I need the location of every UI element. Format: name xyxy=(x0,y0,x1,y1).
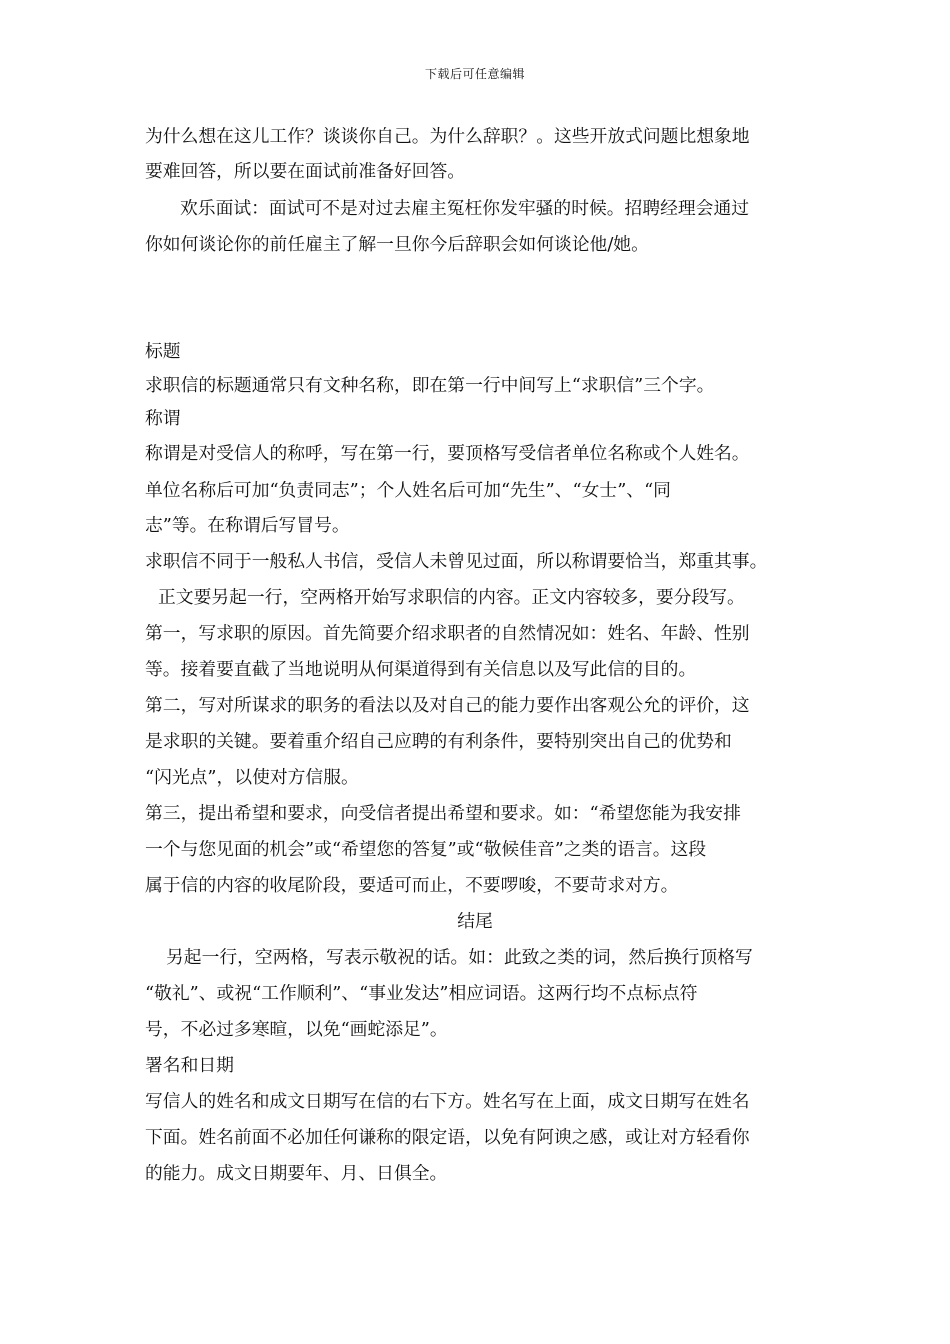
paragraph-line: 志”等。在称谓后写冒号。 xyxy=(145,515,350,536)
paragraph-line: 等。接着要直截了当地说明从何渠道得到有关信息以及写此信的目的。 xyxy=(145,659,697,680)
paragraph-line: 号，不必过多寒暄，以免“画蛇添足”。 xyxy=(145,1019,448,1040)
section-heading-salutation: 称谓 xyxy=(145,408,181,429)
paragraph-line: 另起一行，空两格，写表示敬祝的话。如：此致之类的词，然后换行顶格写 xyxy=(166,947,753,968)
paragraph-line: 求职信的标题通常只有文种名称，即在第一行中间写上“求职信”三个字。 xyxy=(145,375,715,396)
paragraph-line: 要难回答，所以要在面试前准备好回答。 xyxy=(145,161,466,182)
paragraph-line: 正文要另起一行，空两格开始写求职信的内容。正文内容较多，要分段写。 xyxy=(158,587,745,608)
section-heading-signature-date: 署名和日期 xyxy=(145,1055,234,1076)
paragraph-line: 一个与您见面的机会”或“希望您的答复”或“敬候佳音”之类的语言。这段 xyxy=(145,839,707,860)
paragraph-line: 你如何谈论你的前任雇主了解一旦你今后辞职会如何谈论他/她。 xyxy=(145,234,649,255)
paragraph-line: 属于信的内容的收尾阶段，要适可而止，不要啰唆，不要苛求对方。 xyxy=(145,875,679,896)
paragraph-line: 写信人的姓名和成文日期写在信的右下方。姓名写在上面，成文日期写在姓名 xyxy=(145,1091,750,1112)
paragraph-line: 为什么想在这儿工作？谈谈你自己。为什么辞职？。这些开放式问题比想象地 xyxy=(145,126,750,147)
paragraph-line: “闪光点”，以使对方信服。 xyxy=(145,767,359,788)
paragraph-line: 是求职的关键。要着重介绍自己应聘的有利条件，要特别突出自己的优势和 xyxy=(145,731,732,752)
section-heading-title: 标题 xyxy=(145,341,181,362)
paragraph-line: 第一，写求职的原因。首先简要介绍求职者的自然情况如：姓名、年龄、性别 xyxy=(145,623,750,644)
paragraph-line: 第三，提出希望和要求，向受信者提出希望和要求。如：“希望您能为我安排 xyxy=(145,803,741,824)
page-header: 下载后可任意编辑 xyxy=(424,67,525,81)
paragraph-line: 下面。姓名前面不必加任何谦称的限定语，以免有阿谀之感，或让对方轻看你 xyxy=(145,1127,750,1148)
paragraph-line: 欢乐面试：面试可不是对过去雇主冤枉你发牢骚的时候。招聘经理会通过 xyxy=(180,198,750,219)
paragraph-line: 单位名称后可加“负责同志”；个人姓名后可加“先生”、“女士”、“同 xyxy=(145,480,671,501)
paragraph-line: 求职信不同于一般私人书信，受信人未曾见过面，所以称谓要恰当，郑重其事。 xyxy=(145,551,768,572)
paragraph-line: “敬礼”、或祝“工作顺利”、“事业发达”相应词语。这两行均不点标点符 xyxy=(145,983,698,1004)
section-heading-closing: 结尾 xyxy=(457,911,493,932)
paragraph-line: 的能力。成文日期要年、月、日俱全。 xyxy=(145,1163,448,1184)
paragraph-line: 第二，写对所谋求的职务的看法以及对自己的能力要作出客观公允的评价，这 xyxy=(145,695,750,716)
paragraph-line: 称谓是对受信人的称呼，写在第一行，要顶格写受信者单位名称或个人姓名。 xyxy=(145,443,750,464)
